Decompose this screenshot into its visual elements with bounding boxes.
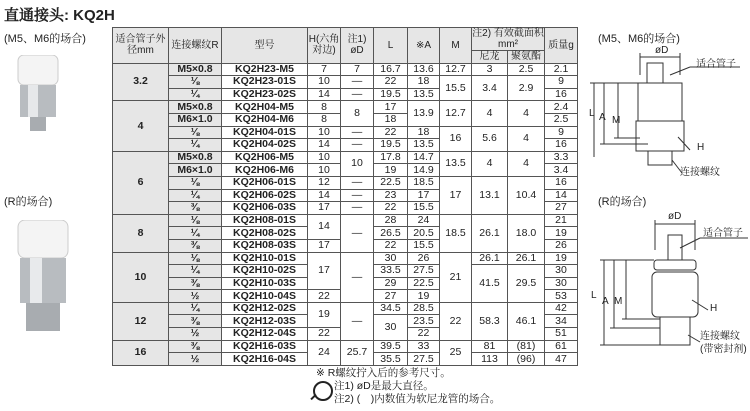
table-cell: 13.5 xyxy=(440,151,472,176)
table-row xyxy=(113,214,578,227)
table-cell: 19.5 xyxy=(374,88,408,101)
header-model: 型号 xyxy=(222,28,308,64)
table-cell: 2.5 xyxy=(508,63,545,76)
table-cell: KQ2H10-03S xyxy=(222,277,308,290)
table-cell: 4 xyxy=(508,101,545,126)
table-cell: 17 xyxy=(374,101,408,114)
table-row xyxy=(113,76,578,89)
table-row xyxy=(113,340,578,353)
table-cell: ⅛ xyxy=(169,76,222,89)
table-cell: 8 xyxy=(308,101,341,114)
table-cell: — xyxy=(341,88,374,101)
table-cell: KQ2H04-M5 xyxy=(222,101,308,114)
table-cell: ¼ xyxy=(169,265,222,278)
table-cell: 26.1 xyxy=(472,214,508,252)
table-cell: 4 xyxy=(113,101,169,151)
table-row xyxy=(113,63,578,76)
table-cell: 19 xyxy=(545,227,578,240)
table-cell: 4 xyxy=(508,151,545,176)
table-cell: 2.1 xyxy=(545,63,578,76)
table-cell: KQ2H08-03S xyxy=(222,239,308,252)
table-cell: (96) xyxy=(508,353,545,366)
table-cell: KQ2H10-02S xyxy=(222,265,308,278)
table-cell: 17 xyxy=(308,202,341,215)
table-cell: 15.5 xyxy=(408,239,440,252)
table-cell: (81) xyxy=(508,340,545,353)
table-cell: 18 xyxy=(408,126,440,139)
table-cell: ⅜ xyxy=(169,202,222,215)
table-cell: 29.5 xyxy=(508,265,545,303)
table-cell: — xyxy=(341,139,374,152)
top-od-label: øD xyxy=(655,45,669,56)
spec-table xyxy=(112,27,578,366)
table-cell: 15.5 xyxy=(408,202,440,215)
table-cell: 16 xyxy=(545,176,578,189)
table-cell: 10 xyxy=(308,126,341,139)
r-fitting-photo xyxy=(8,220,78,335)
header-l: L xyxy=(374,28,408,64)
table-cell: 22 xyxy=(408,328,440,341)
top-h-label: H xyxy=(697,142,705,153)
table-cell: 14 xyxy=(308,139,341,152)
table-cell: 26 xyxy=(408,252,440,265)
header-thread: 连接螺纹R xyxy=(169,28,222,64)
table-cell: ⅜ xyxy=(169,340,222,353)
table-cell: 19 xyxy=(374,164,408,177)
table-cell: — xyxy=(341,189,374,202)
table-cell: — xyxy=(341,176,374,189)
table-cell: 25 xyxy=(440,340,472,365)
table-cell: ¼ xyxy=(169,227,222,240)
table-cell: 14.7 xyxy=(408,151,440,164)
top-l-label: L xyxy=(589,108,595,119)
table-cell: 21 xyxy=(545,214,578,227)
table-cell: 25.7 xyxy=(341,340,374,365)
table-cell: ¼ xyxy=(169,139,222,152)
table-cell: 17 xyxy=(440,176,472,214)
table-cell: ⅜ xyxy=(169,277,222,290)
table-cell: KQ2H12-02S xyxy=(222,302,308,315)
table-cell: M6×1.0 xyxy=(169,164,222,177)
table-cell: KQ2H04-M6 xyxy=(222,113,308,126)
r-photo-label: (R的场合) xyxy=(4,196,53,208)
table-cell: 15.5 xyxy=(440,76,472,101)
table-row xyxy=(113,252,578,265)
table-cell: 3.4 xyxy=(472,76,508,101)
page-title: 直通接头: KQ2H xyxy=(4,7,115,24)
table-cell: 34.5 xyxy=(374,302,408,315)
table-cell: M6×1.0 xyxy=(169,113,222,126)
table-cell: 22 xyxy=(374,202,408,215)
table-cell: 58.3 xyxy=(472,302,508,340)
table-cell: 10 xyxy=(308,164,341,177)
table-cell: 4 xyxy=(472,101,508,126)
table-cell: 5.6 xyxy=(472,126,508,151)
table-cell: M5×0.8 xyxy=(169,101,222,114)
table-cell: 10 xyxy=(308,76,341,89)
table-cell: KQ2H12-04S xyxy=(222,328,308,341)
bottom-sealant-label: (带密封剂) xyxy=(700,344,747,355)
table-cell: 18.0 xyxy=(508,214,545,252)
table-cell: 61 xyxy=(545,340,578,353)
table-cell: 30 xyxy=(545,277,578,290)
table-cell: 13.6 xyxy=(408,63,440,76)
table-cell: 10 xyxy=(113,252,169,302)
table-cell: — xyxy=(341,214,374,252)
header-tube-od: 适合管子外径mm xyxy=(113,28,169,64)
table-cell: 39.5 xyxy=(374,340,408,353)
table-cell: 23 xyxy=(374,189,408,202)
table-cell: 10 xyxy=(308,151,341,164)
bottom-thread-label: 连接螺纹 xyxy=(700,331,740,342)
table-cell: 2.9 xyxy=(508,76,545,101)
table-cell: 23.5 xyxy=(408,315,440,328)
note-1: 注1) øD是最大直径。 xyxy=(334,380,434,392)
table-cell: KQ2H06-03S xyxy=(222,202,308,215)
table-cell: 33.5 xyxy=(374,265,408,278)
table-cell: 47 xyxy=(545,353,578,366)
table-cell: 14 xyxy=(308,214,341,239)
table-cell: KQ2H08-02S xyxy=(222,227,308,240)
table-cell: — xyxy=(341,76,374,89)
table-cell: 8 xyxy=(308,113,341,126)
table-cell: 22 xyxy=(374,239,408,252)
table-cell: 18 xyxy=(374,113,408,126)
table-cell: 19 xyxy=(308,302,341,327)
table-cell: 30 xyxy=(545,265,578,278)
table-cell: 22 xyxy=(374,126,408,139)
table-cell: 24 xyxy=(408,214,440,227)
table-cell: 14 xyxy=(545,189,578,202)
header-polyurethane: 聚氨酯 xyxy=(508,51,545,64)
table-cell: KQ2H23-02S xyxy=(222,88,308,101)
top-thread-label: 连接螺纹 xyxy=(680,167,720,178)
table-cell: KQ2H10-01S xyxy=(222,252,308,265)
table-cell: KQ2H08-01S xyxy=(222,214,308,227)
table-cell: 12 xyxy=(308,176,341,189)
bottom-tube-label: 适合管子 xyxy=(703,228,743,239)
table-cell: ½ xyxy=(169,290,222,303)
table-cell: 26.5 xyxy=(374,227,408,240)
table-cell: 22 xyxy=(374,76,408,89)
table-cell: 14 xyxy=(308,88,341,101)
table-cell: M5×0.8 xyxy=(169,63,222,76)
table-cell: KQ2H23-M5 xyxy=(222,63,308,76)
table-cell: 16 xyxy=(440,126,472,151)
table-cell: KQ2H06-M6 xyxy=(222,164,308,177)
table-cell: 22 xyxy=(308,290,341,303)
table-cell: KQ2H23-01S xyxy=(222,76,308,89)
table-row xyxy=(113,176,578,189)
table-cell: ⅛ xyxy=(169,252,222,265)
table-cell: 13.9 xyxy=(408,101,440,126)
table-cell: 17 xyxy=(308,252,341,290)
header-nylon: 尼龙 xyxy=(472,51,508,64)
table-cell: 17 xyxy=(308,239,341,252)
table-cell: KQ2H04-02S xyxy=(222,139,308,152)
header-h: H(六角对边) xyxy=(308,28,341,64)
bottom-l-label: L xyxy=(591,290,597,301)
header-d: 注1) øD xyxy=(341,28,374,64)
table-row xyxy=(113,151,578,164)
table-cell: 24 xyxy=(308,340,341,365)
table-cell: 6 xyxy=(113,151,169,214)
table-cell: 3.2 xyxy=(113,63,169,101)
bottom-od-label: øD xyxy=(668,211,682,222)
table-cell: 113 xyxy=(472,353,508,366)
table-cell: 19 xyxy=(545,252,578,265)
table-cell: 17 xyxy=(408,189,440,202)
table-cell: ⅛ xyxy=(169,176,222,189)
table-cell: 13.1 xyxy=(472,176,508,214)
table-cell: 9 xyxy=(545,76,578,89)
table-cell: 16.7 xyxy=(374,63,408,76)
table-cell: 16 xyxy=(545,139,578,152)
table-cell: 81 xyxy=(472,340,508,353)
table-row xyxy=(113,302,578,315)
table-cell: 19 xyxy=(408,290,440,303)
table-cell: 14 xyxy=(308,189,341,202)
table-cell: 9 xyxy=(545,126,578,139)
table-cell: ¼ xyxy=(169,302,222,315)
table-cell: 16 xyxy=(113,340,169,365)
table-cell: KQ2H16-03S xyxy=(222,340,308,353)
m5m6-fitting-photo xyxy=(8,55,68,135)
table-row xyxy=(113,101,578,114)
table-cell: 10 xyxy=(341,151,374,176)
table-cell: 33 xyxy=(408,340,440,353)
table-cell: 8 xyxy=(113,214,169,252)
table-cell: 26.1 xyxy=(472,252,508,265)
table-cell: KQ2H16-04S xyxy=(222,353,308,366)
table-cell: 28.5 xyxy=(408,302,440,315)
table-row xyxy=(113,126,578,139)
table-cell: 42 xyxy=(545,302,578,315)
table-cell: 22 xyxy=(308,328,341,341)
table-cell: ¼ xyxy=(169,189,222,202)
table-cell: 51 xyxy=(545,328,578,341)
table-cell: 26 xyxy=(545,239,578,252)
table-cell: 27 xyxy=(374,290,408,303)
table-cell: — xyxy=(341,302,374,340)
m5m6-photo-label: (M5、M6的场合) xyxy=(4,33,86,45)
bottom-m-label: M xyxy=(614,296,623,307)
table-cell: 12.7 xyxy=(440,101,472,126)
table-cell: 10.4 xyxy=(508,176,545,214)
table-cell: ½ xyxy=(169,353,222,366)
table-cell: ½ xyxy=(169,328,222,341)
table-cell: 27.5 xyxy=(408,265,440,278)
table-cell: — xyxy=(341,202,374,215)
table-cell: — xyxy=(341,252,374,302)
table-cell: 19.5 xyxy=(374,139,408,152)
table-cell: 41.5 xyxy=(472,265,508,303)
table-cell: 3 xyxy=(472,63,508,76)
table-cell: 18 xyxy=(408,76,440,89)
table-cell: 21 xyxy=(440,252,472,302)
table-cell: 35.5 xyxy=(374,353,408,366)
table-cell: 22 xyxy=(440,302,472,340)
top-tube-label: 适合管子 xyxy=(696,59,736,70)
table-cell: 4 xyxy=(472,151,508,176)
table-cell: 27 xyxy=(545,202,578,215)
table-cell: KQ2H04-01S xyxy=(222,126,308,139)
table-cell: 34 xyxy=(545,315,578,328)
table-cell: 8 xyxy=(341,101,374,126)
bottom-h-label: H xyxy=(710,303,718,314)
table-cell: 7 xyxy=(341,63,374,76)
table-cell: 22.5 xyxy=(408,277,440,290)
table-cell: M5×0.8 xyxy=(169,151,222,164)
table-cell: 3.4 xyxy=(545,164,578,177)
header-a: ※A xyxy=(408,28,440,64)
table-cell: 14.9 xyxy=(408,164,440,177)
table-cell: 22.5 xyxy=(374,176,408,189)
table-cell: 27.5 xyxy=(408,353,440,366)
table-cell: KQ2H06-M5 xyxy=(222,151,308,164)
table-cell: 2.4 xyxy=(545,101,578,114)
note-2: 注2) ( )内数值为软尼龙管的场合。 xyxy=(334,393,501,405)
table-cell: 53 xyxy=(545,290,578,303)
table-cell: 18.5 xyxy=(440,214,472,252)
diagram-top-title: (M5、M6的场合) xyxy=(598,33,680,45)
diagram-bottom-title: (R的场合) xyxy=(598,196,647,208)
table-cell: 3.3 xyxy=(545,151,578,164)
table-cell: 18.5 xyxy=(408,176,440,189)
table-cell: 4 xyxy=(508,126,545,151)
table-cell: 30 xyxy=(374,315,408,340)
table-cell: 20.5 xyxy=(408,227,440,240)
table-cell: ⅛ xyxy=(169,214,222,227)
table-cell: 12.7 xyxy=(440,63,472,76)
table-cell: KQ2H06-02S xyxy=(222,189,308,202)
table-cell: 2.5 xyxy=(545,113,578,126)
table-cell: 7 xyxy=(308,63,341,76)
top-a-label: A xyxy=(599,112,606,123)
bottom-a-label: A xyxy=(602,296,609,307)
table-cell: ⅜ xyxy=(169,239,222,252)
table-cell: 13.5 xyxy=(408,88,440,101)
table-cell: 30 xyxy=(374,252,408,265)
table-cell: 13.5 xyxy=(408,139,440,152)
table-cell: 12 xyxy=(113,302,169,340)
header-m: M xyxy=(440,28,472,64)
table-cell: KQ2H12-03S xyxy=(222,315,308,328)
table-cell: KQ2H10-04S xyxy=(222,290,308,303)
table-cell: 46.1 xyxy=(508,302,545,340)
footnotes xyxy=(316,367,500,406)
header-mass: 质量g xyxy=(545,28,578,64)
header-effective-area: 注2) 有效截面积 mm² xyxy=(472,28,544,50)
table-cell: ¼ xyxy=(169,88,222,101)
table-cell: ⅜ xyxy=(169,315,222,328)
table-cell: 16 xyxy=(545,88,578,101)
table-cell: 28 xyxy=(374,214,408,227)
table-cell: ⅛ xyxy=(169,126,222,139)
table-cell: 29 xyxy=(374,277,408,290)
top-m-label: M xyxy=(612,115,621,126)
table-cell: 17.8 xyxy=(374,151,408,164)
note-ref: ※ R螺纹拧入后的参考尺寸。 xyxy=(316,367,451,379)
table-cell: KQ2H06-01S xyxy=(222,176,308,189)
table-cell: 26.1 xyxy=(508,252,545,265)
table-cell: — xyxy=(341,126,374,139)
